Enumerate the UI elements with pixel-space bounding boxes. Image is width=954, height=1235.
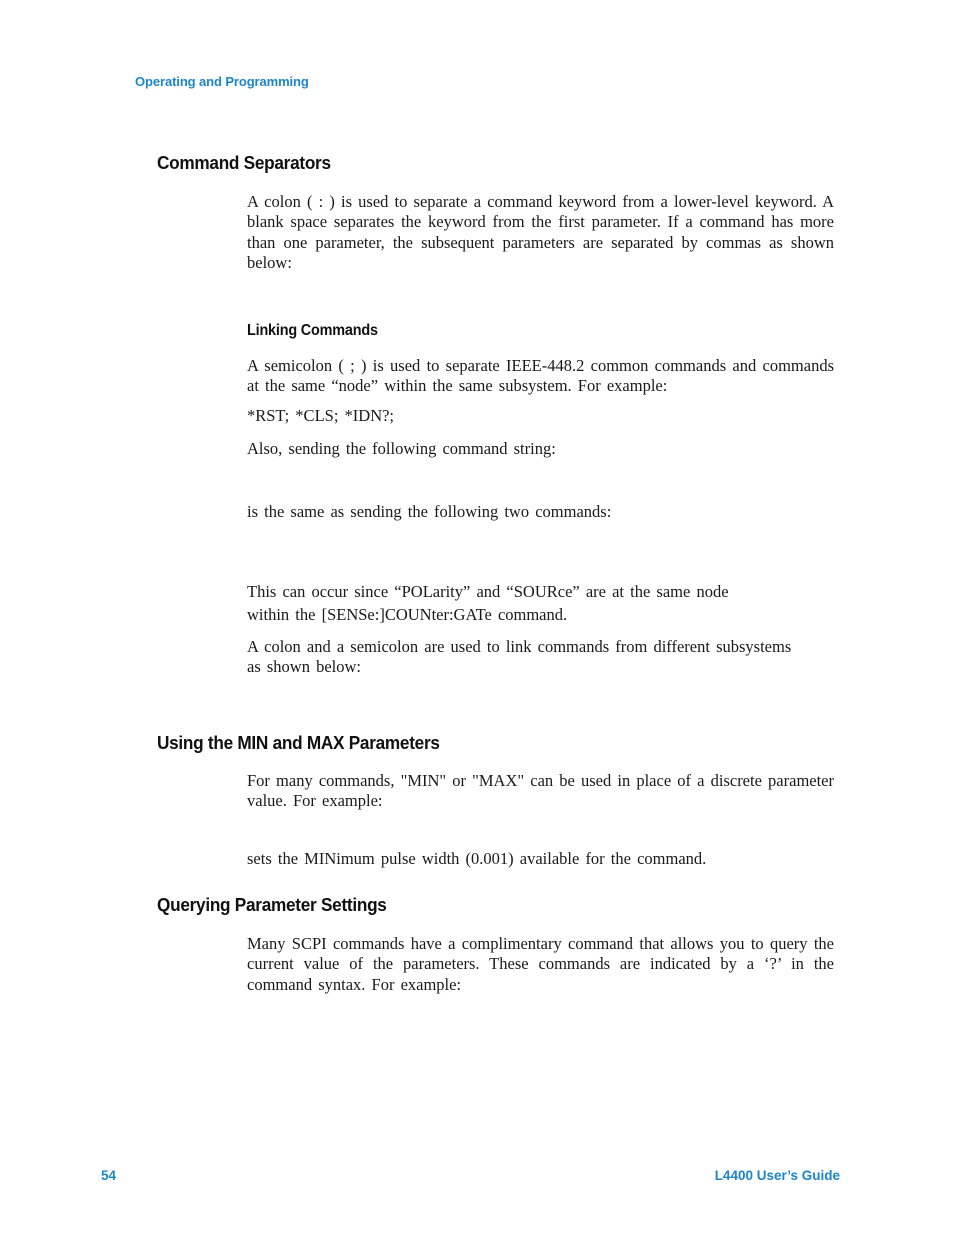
linking-commands-para-1: A semicolon ( ; ) is used to separate IEEE-448.2 common commands and commands at the same “node” within the same subsystem. For example: xyxy=(247,356,834,396)
running-head: Operating and Programming xyxy=(135,74,309,89)
linking-commands-para-3: is the same as sending the following two commands: xyxy=(247,502,612,521)
linking-commands-para-5: A colon and a semicolon are used to link commands from different subsystems as shown below: xyxy=(247,637,792,677)
linking-commands-para-4-line-1: This can occur since “POLarity” and “SOURce” are at the same node xyxy=(247,582,729,601)
min-max-para-2: sets the MINimum pulse width (0.001) available for the command. xyxy=(247,849,707,868)
heading-command-separators: Command Separators xyxy=(157,152,331,173)
linking-commands-example: *RST; *CLS; *IDN?; xyxy=(247,406,395,425)
linking-commands-para-2: Also, sending the following command string: xyxy=(247,439,556,458)
heading-linking-commands: Linking Commands xyxy=(247,322,378,339)
querying-para-1: Many SCPI commands have a complimentary command that allows you to query the current value of the parameters. These commands are indicated by a ‘?’ in the command syntax. For example: xyxy=(247,934,834,994)
heading-querying-parameter-settings: Querying Parameter Settings xyxy=(157,894,387,915)
page-number: 54 xyxy=(101,1168,117,1183)
min-max-para-1: For many commands, "MIN" or "MAX" can be used in place of a discrete parameter value. For example: xyxy=(247,771,834,811)
linking-commands-para-4-line-2: within the [SENSe:]COUNter:GATe command. xyxy=(247,605,568,624)
guide-title: L4400 User’s Guide xyxy=(714,1168,840,1183)
heading-min-max-parameters: Using the MIN and MAX Parameters xyxy=(157,732,440,753)
command-separators-body: A colon ( : ) is used to separate a command keyword from a lower-level keyword. A blank space separates the keyword from the first parameter. If a command has more than one parameter, the subsequent parameters are separated by commas as shown below: xyxy=(247,192,834,272)
